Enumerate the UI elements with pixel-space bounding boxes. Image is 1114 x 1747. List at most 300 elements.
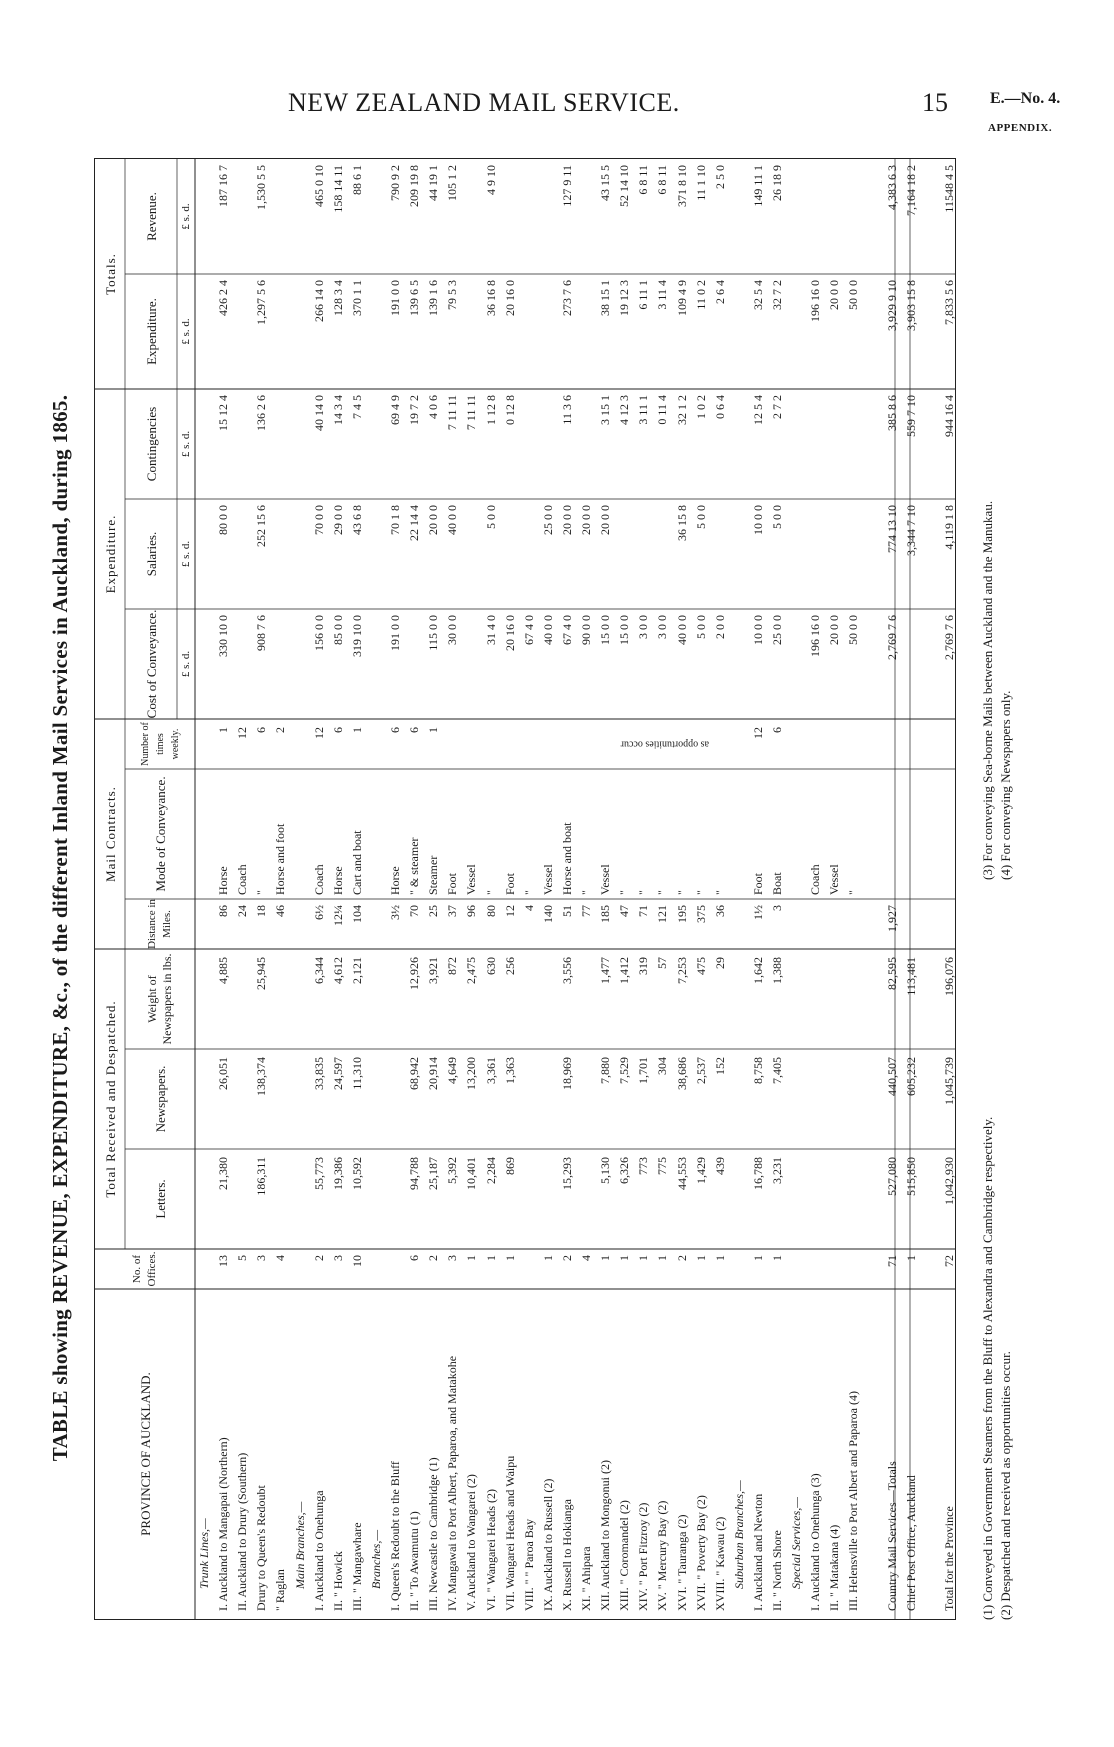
table-row (694, 159, 708, 1619)
occur-note: as opportunities occur (620, 738, 710, 750)
section-heading (293, 159, 307, 1619)
table-row (827, 159, 841, 1619)
cell-expenditure: 3,929 9 10 (884, 280, 899, 331)
header-cost: Cost of Conveyance. (143, 609, 159, 719)
cell-province: VI. " Wangarei Heads (2) (483, 1489, 498, 1611)
cell-cost: 20 16 0 (502, 615, 517, 651)
cell-province: XII. Auckland to Mongonui (2) (598, 1460, 613, 1611)
cell-times: 12 (750, 727, 765, 739)
cell-salaries: 40 0 0 (445, 505, 460, 535)
cell-contingencies: 2 7 2 (770, 395, 784, 419)
cell-contingencies: 7 4 5 (349, 395, 364, 419)
cell-salaries: 774 13 10 (884, 505, 899, 553)
cell-expenditure: 139 6 5 (407, 280, 422, 316)
table-row (636, 159, 650, 1619)
footnote-4: (4) For conveying Newspapers only. (998, 690, 1013, 880)
table-row (350, 159, 364, 1619)
cell-revenue: 88 6 1 (349, 165, 364, 195)
cell-revenue: 790 9 2 (388, 165, 402, 201)
cell-weight: 475 (693, 957, 708, 975)
cell-letters: 10,401 (464, 1157, 479, 1190)
cell-salaries: 22 14 4 (407, 505, 422, 541)
cell-weight: 2,121 (349, 957, 364, 984)
header-group-totals-received: Total Received and Despatched. (102, 1000, 118, 1198)
cell-newspapers: 3,361 (483, 1057, 498, 1084)
cell-distance: 51 (559, 905, 574, 917)
cell-distance: 195 (674, 905, 689, 923)
cell-letters: 10,592 (349, 1157, 364, 1190)
header-letters: Letters. (152, 1179, 168, 1219)
cell-weight: 3,921 (426, 957, 441, 984)
cell-letters: 21,380 (216, 1157, 231, 1190)
cell-province: III. " Mangawhare (349, 1522, 364, 1611)
cell-expenditure: 273 7 6 (559, 280, 574, 316)
cell-newspapers: 18,969 (559, 1057, 574, 1090)
cell-mode: Boat (770, 872, 784, 895)
cell-newspapers: 7,529 (617, 1057, 632, 1084)
cell-province: IV. Mangawai to Port Albert, Paparoa, and Matakohe (445, 1355, 460, 1611)
table-row (942, 159, 956, 1619)
cell-distance: 71 (636, 905, 651, 917)
cell-distance: 121 (655, 905, 670, 923)
cell-province: Total for the Province (941, 1506, 956, 1611)
cell-contingencies: 0 6 4 (712, 395, 727, 419)
cell-letters: 55,773 (311, 1157, 326, 1190)
cell-province: VIII. " " Paroa Bay (521, 1518, 536, 1611)
cell-letters: 5,392 (445, 1157, 460, 1184)
cell-province: III. Helensville to Port Albert and Paparoa (4) (846, 1391, 861, 1611)
cell-newspapers: 8,758 (750, 1057, 765, 1084)
cell-salaries: 70 1 8 (388, 505, 402, 535)
cell-contingencies: 3 11 1 (636, 395, 651, 425)
cell-province: Chief Post Office, Auckland (903, 1475, 918, 1611)
cell-mode: Coach (808, 864, 823, 895)
cell-province: II. " To Awamutu (1) (407, 1511, 422, 1611)
cell-offices: 2 (559, 1255, 574, 1261)
cell-province: XIV. " Port Fitzroy (2) (636, 1502, 651, 1611)
cell-mode: " (674, 890, 689, 895)
cell-expenditure: 2 6 4 (712, 280, 727, 304)
cell-newspapers: 7,405 (770, 1057, 784, 1084)
header-offices: No. of Offices. (131, 1251, 158, 1287)
cell-contingencies: 32 1 2 (674, 395, 689, 425)
cell-contingencies: 136 2 6 (254, 395, 269, 431)
cell-cost: 85 0 0 (330, 615, 345, 645)
cell-expenditure: 20 16 0 (502, 280, 517, 316)
cell-province: I. Auckland and Newton (750, 1493, 765, 1611)
cell-province: Main Branches,— (292, 1501, 307, 1589)
cell-expenditure: 20 0 0 (827, 280, 842, 310)
cell-times: 6 (388, 727, 402, 733)
cell-salaries: 43 6 8 (349, 505, 364, 535)
cell-times: 6 (407, 727, 422, 733)
cell-province: XV. " Mercury Bay (2) (655, 1500, 670, 1611)
cell-revenue: 2 5 0 (712, 165, 727, 189)
cell-letters: 2,284 (483, 1157, 498, 1184)
cell-province: V. Auckland to Wangarei (2) (464, 1474, 479, 1611)
cell-mode: Foot (502, 872, 517, 895)
cell-expenditure: 6 11 1 (636, 280, 651, 310)
cell-distance: 18 (254, 905, 269, 917)
cell-distance: 77 (579, 905, 593, 917)
cell-expenditure: 1,297 5 6 (254, 280, 269, 325)
cell-distance: 36 (712, 905, 727, 917)
table-row (655, 159, 669, 1619)
cell-distance: 70 (407, 905, 422, 917)
cell-offices: 1 (636, 1255, 651, 1261)
cell-expenditure: 139 1 6 (426, 280, 441, 316)
table-row (770, 159, 784, 1619)
cell-contingencies: 385 8 6 (884, 395, 899, 431)
table-row (426, 159, 440, 1619)
table-title: TABLE showing REVENUE, EXPENDITURE, &c., of the different Inland Mail Services in Auckland, during 1865. (48, 394, 72, 1462)
cell-mode: Horse (388, 866, 402, 895)
running-title: NEW ZEALAND MAIL SERVICE. (288, 88, 680, 117)
cell-cost: 3 0 0 (636, 615, 651, 639)
header-salaries: Salaries. (143, 531, 159, 577)
cell-weight: 29 (712, 957, 727, 969)
cell-expenditure: 36 16 8 (483, 280, 498, 316)
cell-offices: 1 (464, 1255, 479, 1261)
cell-weight: 4,885 (216, 957, 231, 984)
cell-expenditure: 426 2 4 (216, 280, 231, 316)
cell-salaries: 10 0 0 (750, 505, 765, 535)
cell-cost: 191 0 0 (388, 615, 402, 651)
cell-offices: 1 (750, 1255, 765, 1261)
table-row (541, 159, 555, 1619)
cell-revenue: 105 1 2 (445, 165, 460, 201)
cell-offices: 3 (445, 1255, 460, 1261)
cell-salaries: 3,344 7 10 (903, 505, 918, 556)
cell-province: Branches,— (368, 1530, 383, 1589)
cell-weight: 872 (445, 957, 460, 975)
cell-revenue: 52 14 10 (617, 165, 632, 207)
cell-mode: " & steamer (407, 837, 422, 895)
cell-mode: " (579, 890, 593, 895)
cell-distance: 25 (426, 905, 441, 917)
cell-mode: " (712, 890, 727, 895)
cell-mode: Horse (330, 866, 345, 895)
cell-mode: Coach (235, 864, 250, 895)
cell-offices: 72 (941, 1255, 956, 1267)
cell-distance: 104 (349, 905, 364, 923)
footnote-1: (1) Conveyed in Government Steamers from the Bluff to Alexandra and Cambridge respectively. (980, 1116, 995, 1620)
cell-weight: 57 (655, 957, 670, 969)
cell-contingencies: 3 15 1 (598, 395, 613, 425)
cell-contingencies: 40 14 0 (311, 395, 326, 431)
cell-mode: Horse and boat (559, 822, 574, 895)
cell-newspapers: 26,051 (216, 1057, 231, 1090)
header-mode: Mode of Conveyance. (152, 776, 168, 892)
table-row (503, 159, 517, 1619)
cell-contingencies: 559 7 10 (903, 395, 918, 437)
cell-contingencies: 7 11 11 (445, 395, 460, 431)
cell-province: Special Services,— (789, 1497, 804, 1589)
cell-expenditure: 191 0 0 (388, 280, 402, 316)
cell-offices: 1 (712, 1255, 727, 1261)
table-row (484, 159, 498, 1619)
cell-mode: " (483, 890, 498, 895)
header-province: PROVINCE OF AUCKLAND. (137, 1372, 153, 1536)
table-row (846, 159, 860, 1619)
cell-newspapers: 605,232 (903, 1057, 918, 1096)
cell-weight: 256 (502, 957, 517, 975)
cell-mode: Vessel (464, 864, 479, 895)
cell-offices: 3 (254, 1255, 269, 1261)
cell-cost: 25 0 0 (770, 615, 784, 645)
cell-weight: 630 (483, 957, 498, 975)
cell-salaries: 5 0 0 (483, 505, 498, 529)
appendix-label: APPENDIX. (988, 122, 1053, 134)
cell-newspapers: 440,507 (884, 1057, 899, 1096)
cell-mode: Horse and foot (273, 823, 288, 895)
cell-weight: 82,595 (884, 957, 899, 990)
cell-revenue: 6 8 11 (655, 165, 670, 195)
cell-newspapers: 152 (712, 1057, 727, 1075)
cell-offices: 13 (216, 1255, 231, 1267)
cell-letters: 15,293 (559, 1157, 574, 1190)
cell-salaries: 20 0 0 (579, 505, 593, 535)
cell-letters: 25,187 (426, 1157, 441, 1190)
cell-distance: 46 (273, 905, 288, 917)
cell-newspapers: 13,200 (464, 1057, 479, 1090)
cell-province: II. " Matakana (4) (827, 1524, 842, 1611)
cell-expenditure: 370 1 1 (349, 280, 364, 316)
cell-letters: 1,429 (693, 1157, 708, 1184)
cell-revenue: 11548 4 5 (941, 165, 956, 213)
cell-weight: 3,556 (559, 957, 574, 984)
table-row (331, 159, 345, 1619)
cell-revenue: 127 9 11 (559, 165, 574, 207)
cell-offices: 6 (407, 1255, 422, 1261)
cell-contingencies: 11 3 6 (559, 395, 574, 425)
cell-salaries: 5 0 0 (770, 505, 784, 529)
cell-offices: 1 (693, 1255, 708, 1261)
cell-times: 1 (349, 727, 364, 733)
cell-times: 6 (254, 727, 269, 733)
lsd-cost: £ s. d. (179, 650, 192, 678)
cell-mode: Horse (216, 866, 231, 895)
cell-province: XVII. " Poverty Bay (2) (693, 1495, 708, 1611)
cell-salaries: 70 0 0 (311, 505, 326, 535)
header-revenue: Revenue. (143, 192, 159, 241)
table-row (445, 159, 459, 1619)
cell-expenditure: 7,833 5 6 (941, 280, 956, 325)
cell-expenditure: 109 4 9 (674, 280, 689, 316)
cell-weight: 113,481 (903, 957, 918, 996)
cell-newspapers: 68,942 (407, 1057, 422, 1090)
cell-distance: 3 (770, 905, 784, 911)
cell-expenditure: 79 5 3 (445, 280, 460, 310)
cell-cost: 2,769 7 6 (884, 615, 899, 660)
cell-distance: 47 (617, 905, 632, 917)
cell-weight: 1,388 (770, 957, 784, 984)
cell-times: 6 (330, 727, 345, 733)
cell-cost: 50 0 0 (846, 615, 861, 645)
cell-province: I. Auckland to Mangapai (Northern) (216, 1437, 231, 1611)
table-row (885, 159, 899, 1619)
cell-expenditure: 3,903 15 8 (903, 280, 918, 331)
header-newspapers: Newspapers. (152, 1065, 168, 1133)
cell-distance: 24 (235, 905, 250, 917)
cell-province: I. Queen's Redoubt to the Bluff (388, 1461, 402, 1611)
cell-newspapers: 24,597 (330, 1057, 345, 1090)
page-header (0, 88, 1114, 128)
cell-letters: 5,130 (598, 1157, 613, 1184)
cell-cost: 20 0 0 (827, 615, 842, 645)
cell-letters: 16,788 (750, 1157, 765, 1190)
cell-letters: 1,042,930 (941, 1157, 956, 1205)
lsd-expenditure: £ s. d. (179, 318, 192, 345)
cell-expenditure: 196 16 0 (808, 280, 823, 322)
cell-cost: 156 0 0 (311, 615, 326, 651)
cell-offices: 1 (502, 1255, 517, 1261)
cell-revenue: 4,383 6 3 (884, 165, 899, 210)
cell-mode: " (521, 890, 536, 895)
cell-offices: 1 (770, 1255, 784, 1261)
cell-mode: " (636, 890, 651, 895)
cell-offices: 4 (579, 1255, 593, 1261)
cell-offices: 71 (884, 1255, 899, 1267)
cell-expenditure: 3 11 4 (655, 280, 670, 310)
cell-distance: 80 (483, 905, 498, 917)
cell-province: IX. Auckland to Russell (2) (540, 1478, 555, 1611)
cell-newspapers: 11,310 (349, 1057, 364, 1090)
cell-revenue: 11 1 10 (693, 165, 708, 201)
cell-mode: " (254, 890, 269, 895)
cell-revenue: 4 9 10 (483, 165, 498, 195)
cell-cost: 90 0 0 (579, 615, 593, 645)
cell-offices: 2 (311, 1255, 326, 1261)
lsd-salaries: £ s. d. (179, 540, 192, 568)
table-row (464, 159, 478, 1619)
header-group-mail-contracts: Mail Contracts. (102, 786, 118, 882)
cell-cost: 908 7 6 (254, 615, 269, 651)
cell-cost: 15 0 0 (617, 615, 632, 645)
cell-revenue: 1,530 5 5 (254, 165, 269, 210)
header-weight: Weight of Newspapers in lbs. (145, 953, 174, 1045)
cell-contingencies: 4 0 6 (426, 395, 441, 419)
header-group-expenditure: Expenditure. (102, 514, 118, 594)
header-contingencies: Contingencies (143, 406, 159, 482)
cell-cost: 319 10 0 (349, 615, 364, 657)
cell-mode: Foot (445, 872, 460, 895)
cell-cost: 3 0 0 (655, 615, 670, 639)
lsd-contingencies: £ s. d. (179, 430, 192, 458)
table-row (808, 159, 822, 1619)
cell-revenue: 187 16 7 (216, 165, 231, 207)
cell-times: 6 (770, 727, 784, 733)
cell-mode: Vessel (598, 864, 613, 895)
table-row (923, 159, 937, 1619)
cell-expenditure: 128 3 4 (330, 280, 345, 316)
cell-distance: 12 (502, 905, 517, 917)
cell-offices: 2 (426, 1255, 441, 1261)
cell-salaries: 80 0 0 (216, 505, 231, 535)
cell-distance: 185 (598, 905, 613, 923)
cell-cost: 15 0 0 (598, 615, 613, 645)
cell-weight: 1,477 (598, 957, 613, 984)
cell-revenue: 6 8 11 (636, 165, 651, 195)
cell-weight: 4,612 (330, 957, 345, 984)
cell-distance: 140 (540, 905, 555, 923)
cell-expenditure: 50 0 0 (846, 280, 861, 310)
cell-expenditure: 32 7 2 (770, 280, 784, 310)
cell-mode: Foot (750, 872, 765, 895)
cell-newspapers: 20,914 (426, 1057, 441, 1090)
cell-province: Country Mail Services—Totals (884, 1461, 899, 1611)
cell-weight: 1,642 (750, 957, 765, 984)
cell-cost: 115 0 0 (426, 615, 441, 651)
cell-revenue: 371 8 10 (674, 165, 689, 207)
lsd-revenue: £ s. d. (179, 203, 192, 230)
table-row (388, 159, 402, 1619)
cell-times: 12 (235, 727, 250, 739)
table-row (598, 159, 612, 1619)
cell-cost: 2 0 0 (712, 615, 727, 639)
cell-distance: 37 (445, 905, 460, 917)
cell-mode: " (617, 890, 632, 895)
cell-contingencies: 15 12 4 (216, 395, 231, 431)
cell-cost: 40 0 0 (540, 615, 555, 645)
cell-newspapers: 7,880 (598, 1057, 613, 1084)
cell-contingencies: 7 11 11 (464, 395, 479, 431)
cell-revenue: 26 18 9 (770, 165, 784, 201)
cell-offices: 1 (598, 1255, 613, 1261)
cell-letters: 94,788 (407, 1157, 422, 1190)
cell-mode: " (655, 890, 670, 895)
cell-province: " Raglan (273, 1569, 288, 1611)
cell-letters: 19,386 (330, 1157, 345, 1190)
document-reference: E.—No. 4. (990, 90, 1061, 107)
cell-contingencies: 0 12 8 (502, 395, 517, 425)
cell-newspapers: 4,649 (445, 1057, 460, 1084)
header-times-weekly: Number of times weekly. (139, 722, 181, 766)
section-heading (197, 159, 211, 1619)
cell-letters: 775 (655, 1157, 670, 1175)
cell-revenue: 149 11 1 (750, 165, 765, 207)
cell-contingencies: 12 5 4 (750, 395, 765, 425)
cell-times: 2 (273, 727, 288, 733)
cell-cost: 67 4 0 (559, 615, 574, 645)
footnotes (980, 160, 1060, 1620)
cell-contingencies: 0 11 4 (655, 395, 670, 425)
cell-mode: " (693, 890, 708, 895)
table-row (273, 159, 287, 1619)
cell-province: VII. Wangarei Heads and Waipu (502, 1455, 517, 1611)
table-row (579, 159, 593, 1619)
cell-offices: 1 (903, 1255, 918, 1261)
cell-newspapers: 38,686 (674, 1057, 689, 1090)
cell-cost: 10 0 0 (750, 615, 765, 645)
cell-weight: 2,475 (464, 957, 479, 984)
cell-weight: 1,412 (617, 957, 632, 984)
cell-expenditure: 32 5 4 (750, 280, 765, 310)
cell-cost: 31 4 0 (483, 615, 498, 645)
cell-letters: 773 (636, 1157, 651, 1175)
cell-newspapers: 138,374 (254, 1057, 269, 1096)
table-row (312, 159, 326, 1619)
cell-distance: 3½ (388, 905, 402, 920)
cell-salaries: 20 0 0 (598, 505, 613, 535)
cell-contingencies: 14 3 4 (330, 395, 345, 425)
cell-offices: 10 (349, 1255, 364, 1267)
cell-province: XVIII. " Kawau (2) (712, 1516, 727, 1611)
cell-cost: 2,769 7 6 (941, 615, 956, 660)
cell-newspapers: 33,835 (311, 1057, 326, 1090)
cell-letters: 515,850 (903, 1157, 918, 1196)
cell-mode: Steamer (426, 855, 441, 895)
